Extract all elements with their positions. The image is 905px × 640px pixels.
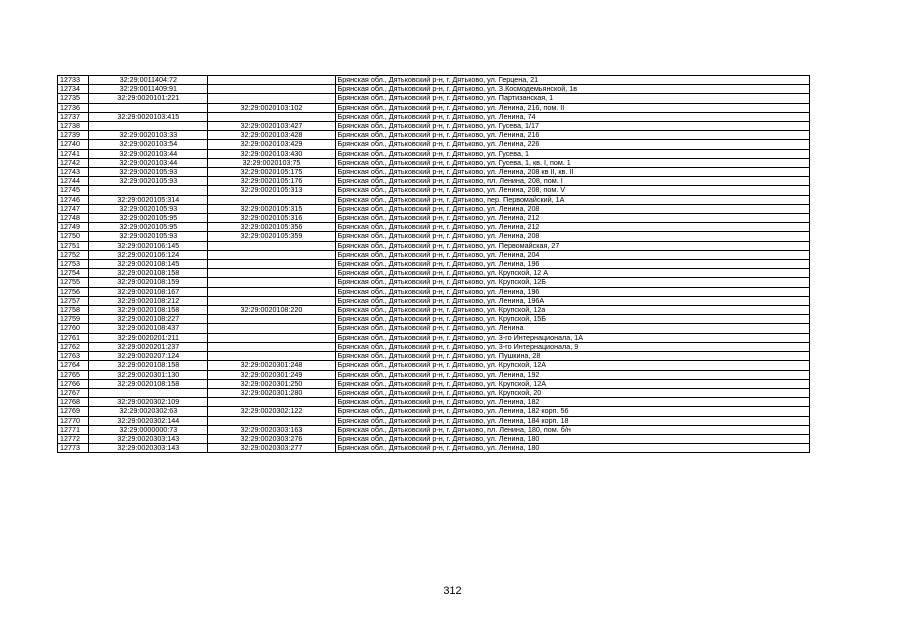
row-number-cell: 12748 <box>58 214 89 223</box>
premises-cadastral-number-cell <box>208 324 335 333</box>
address-cell: Брянская обл., Дятьковский р-н, г. Дятьково, ул. Ленина, 192 <box>335 370 809 379</box>
premises-cadastral-number-cell: 32:29:0020301:250 <box>208 379 335 388</box>
cadastral-number-cell: 32:29:0020106:145 <box>89 241 208 250</box>
premises-cadastral-number-cell: 32:29:0020103:428 <box>208 131 335 140</box>
row-number-cell: 12754 <box>58 269 89 278</box>
premises-cadastral-number-cell: 32:29:0020103:102 <box>208 103 335 112</box>
address-cell: Брянская обл., Дятьковский р-н, г. Дятьково, ул. Ленина, 212 <box>335 223 809 232</box>
premises-cadastral-number-cell: 32:29:0020105:176 <box>208 177 335 186</box>
premises-cadastral-number-cell <box>208 342 335 351</box>
cadastral-number-cell: 32:29:0020302:63 <box>89 407 208 416</box>
row-number-cell: 12771 <box>58 425 89 434</box>
table-row <box>58 398 810 407</box>
premises-cadastral-number-cell <box>208 195 335 204</box>
table-row <box>58 168 810 177</box>
premises-cadastral-number-cell <box>208 333 335 342</box>
premises-cadastral-number-cell <box>208 416 335 425</box>
premises-cadastral-number-cell <box>208 85 335 94</box>
address-cell: Брянская обл., Дятьковский р-н, г. Дятьково, ул. Ленина, 204 <box>335 250 809 259</box>
address-cell: Брянская обл., Дятьковский р-н, г. Дятьково, ул. Ленина, 226 <box>335 140 809 149</box>
table-row <box>58 94 810 103</box>
row-number-cell: 12773 <box>58 444 89 453</box>
cadastral-number-cell: 32:29:0011404:72 <box>89 76 208 85</box>
premises-cadastral-number-cell: 32:29:0020103:427 <box>208 122 335 131</box>
cadastral-number-cell: 32:29:0020303:143 <box>89 444 208 453</box>
premises-cadastral-number-cell <box>208 287 335 296</box>
address-cell: Брянская обл., Дятьковский р-н, г. Дятьково, ул. Ленина, 208, пом. V <box>335 186 809 195</box>
premises-cadastral-number-cell: 32:29:0020105:356 <box>208 223 335 232</box>
cadastral-number-cell: 32:29:0020105:95 <box>89 214 208 223</box>
table-body <box>58 76 810 453</box>
cadastral-number-cell <box>89 186 208 195</box>
premises-cadastral-number-cell <box>208 250 335 259</box>
table-row <box>58 122 810 131</box>
address-cell: Брянская обл., Дятьковский р-н, г. Дятьково, ул. Ленина, 180 <box>335 434 809 443</box>
premises-cadastral-number-cell <box>208 398 335 407</box>
premises-cadastral-number-cell <box>208 352 335 361</box>
row-number-cell: 12765 <box>58 370 89 379</box>
premises-cadastral-number-cell: 32:29:0020301:280 <box>208 388 335 397</box>
premises-cadastral-number-cell: 32:29:0020301:248 <box>208 361 335 370</box>
row-number-cell: 12736 <box>58 103 89 112</box>
address-cell: Брянская обл., Дятьковский р-н, г. Дятьково, ул. Ленина, 216 <box>335 131 809 140</box>
cadastral-number-cell: 32:29:0020103:54 <box>89 140 208 149</box>
row-number-cell: 12767 <box>58 388 89 397</box>
cadastral-number-cell: 32:29:0020207:124 <box>89 352 208 361</box>
row-number-cell: 12747 <box>58 204 89 213</box>
table-row <box>58 232 810 241</box>
cadastral-number-cell: 32:29:0020201:211 <box>89 333 208 342</box>
row-number-cell: 12764 <box>58 361 89 370</box>
table-row <box>58 352 810 361</box>
cadastral-number-cell: 32:29:0020302:109 <box>89 398 208 407</box>
address-cell: Брянская обл., Дятьковский р-н, г. Дятьково, ул. Гусева, 1 <box>335 149 809 158</box>
premises-cadastral-number-cell: 32:29:0020108:220 <box>208 306 335 315</box>
address-cell: Брянская обл., Дятьковский р-н, г. Дятьково, ул. Ленина, 208 <box>335 204 809 213</box>
cadastral-number-cell: 32:29:0020106:124 <box>89 250 208 259</box>
table-row <box>58 250 810 259</box>
address-cell: Брянская обл., Дятьковский р-н, г. Дятьково, ул. Ленина, 182 <box>335 398 809 407</box>
row-number-cell: 12760 <box>58 324 89 333</box>
row-number-cell: 12745 <box>58 186 89 195</box>
table-row <box>58 434 810 443</box>
row-number-cell: 12761 <box>58 333 89 342</box>
cadastral-number-cell: 32:29:0020103:44 <box>89 158 208 167</box>
premises-cadastral-number-cell <box>208 315 335 324</box>
address-cell: Брянская обл., Дятьковский р-н, г. Дятьково, ул. 3-го Интернационала, 1А <box>335 333 809 342</box>
table-row <box>58 131 810 140</box>
address-cell: Брянская обл., Дятьковский р-н, г. Дятьково, ул. Ленина, 196А <box>335 296 809 305</box>
table-row <box>58 223 810 232</box>
address-cell: Брянская обл., Дятьковский р-н, г. Дятьково, ул. Партизанская, 1 <box>335 94 809 103</box>
row-number-cell: 12772 <box>58 434 89 443</box>
cadastral-number-cell: 32:29:0020105:95 <box>89 223 208 232</box>
table-row <box>58 324 810 333</box>
premises-cadastral-number-cell: 32:29:0020103:429 <box>208 140 335 149</box>
cadastral-number-cell <box>89 103 208 112</box>
cadastral-number-cell: 32:29:0020108:167 <box>89 287 208 296</box>
table-row <box>58 260 810 269</box>
premises-cadastral-number-cell <box>208 296 335 305</box>
address-cell: Брянская обл., Дятьковский р-н, г. Дятьково, ул. Ленина, 74 <box>335 112 809 121</box>
premises-cadastral-number-cell <box>208 278 335 287</box>
row-number-cell: 12746 <box>58 195 89 204</box>
premises-cadastral-number-cell: 32:29:0020303:163 <box>208 425 335 434</box>
cadastral-number-cell: 32:29:0011409:91 <box>89 85 208 94</box>
address-cell: Брянская обл., Дятьковский р-н, г. Дятьково, ул. Ленина <box>335 324 809 333</box>
cadastral-number-cell: 32:29:0020108:158 <box>89 379 208 388</box>
table-row <box>58 425 810 434</box>
address-cell: Брянская обл., Дятьковский р-н, г. Дятьково, ул. Ленина, 184 корп. 18 <box>335 416 809 425</box>
address-cell: Брянская обл., Дятьковский р-н, г. Дятьково, ул. Крупской, 12Б <box>335 278 809 287</box>
cadastral-number-cell: 32:29:0020101:221 <box>89 94 208 103</box>
row-number-cell: 12734 <box>58 85 89 94</box>
premises-cadastral-number-cell <box>208 112 335 121</box>
row-number-cell: 12751 <box>58 241 89 250</box>
row-number-cell: 12738 <box>58 122 89 131</box>
table-row <box>58 361 810 370</box>
table-row <box>58 278 810 287</box>
cadastral-number-cell: 32:29:0020105:93 <box>89 204 208 213</box>
address-cell: Брянская обл., Дятьковский р-н, г. Дятьково, ул. Гусева, 1/17 <box>335 122 809 131</box>
table-row <box>58 315 810 324</box>
cadastral-number-cell: 32:29:0020201:237 <box>89 342 208 351</box>
row-number-cell: 12733 <box>58 76 89 85</box>
premises-cadastral-number-cell: 32:29:0020105:175 <box>208 168 335 177</box>
row-number-cell: 12741 <box>58 149 89 158</box>
table-row <box>58 287 810 296</box>
row-number-cell: 12759 <box>58 315 89 324</box>
table-row <box>58 241 810 250</box>
row-number-cell: 12757 <box>58 296 89 305</box>
premises-cadastral-number-cell <box>208 269 335 278</box>
cadastral-number-cell <box>89 388 208 397</box>
table-row <box>58 76 810 85</box>
cadastral-number-cell: 32:29:0020108:159 <box>89 278 208 287</box>
cadastral-number-cell: 32:29:0020301:130 <box>89 370 208 379</box>
table-row <box>58 214 810 223</box>
address-cell: Брянская обл., Дятьковский р-н, г. Дятьково, ул. Ленина, 196 <box>335 260 809 269</box>
address-cell: Брянская обл., Дятьковский р-н, г. Дятьково, ул. Крупской, 12А <box>335 361 809 370</box>
premises-cadastral-number-cell: 32:29:0020303:276 <box>208 434 335 443</box>
table-row <box>58 103 810 112</box>
row-number-cell: 12758 <box>58 306 89 315</box>
address-cell: Брянская обл., Дятьковский р-н, г. Дятьково, ул. Гусева, 1, кв. I, пом. 1 <box>335 158 809 167</box>
address-cell: Брянская обл., Дятьковский р-н, г. Дятьково, пл. Ленина, 180, пом. б/н <box>335 425 809 434</box>
address-cell: Брянская обл., Дятьковский р-н, г. Дятьково, пер. Первомайский, 1А <box>335 195 809 204</box>
premises-cadastral-number-cell: 32:29:0020303:277 <box>208 444 335 453</box>
cadastral-number-cell: 32:29:0020302:144 <box>89 416 208 425</box>
row-number-cell: 12742 <box>58 158 89 167</box>
table-row <box>58 333 810 342</box>
table-row <box>58 158 810 167</box>
row-number-cell: 12762 <box>58 342 89 351</box>
cadastral-table <box>57 75 810 453</box>
cadastral-number-cell: 32:29:0020108:145 <box>89 260 208 269</box>
cadastral-number-cell: 32:29:0000000:73 <box>89 425 208 434</box>
table-row <box>58 112 810 121</box>
table-row <box>58 296 810 305</box>
address-cell: Брянская обл., Дятьковский р-н, г. Дятьково, пл. Ленина, 208, пом. I <box>335 177 809 186</box>
row-number-cell: 12743 <box>58 168 89 177</box>
premises-cadastral-number-cell: 32:29:0020105:313 <box>208 186 335 195</box>
premises-cadastral-number-cell: 32:29:0020105:359 <box>208 232 335 241</box>
address-cell: Брянская обл., Дятьковский р-н, г. Дятьково, ул. Крупской, 15Б <box>335 315 809 324</box>
table-row <box>58 186 810 195</box>
cadastral-number-cell: 32:29:0020108:158 <box>89 269 208 278</box>
row-number-cell: 12740 <box>58 140 89 149</box>
premises-cadastral-number-cell: 32:29:0020302:122 <box>208 407 335 416</box>
address-cell: Брянская обл., Дятьковский р-н, г. Дятьково, ул. Крупской, 12А <box>335 379 809 388</box>
premises-cadastral-number-cell <box>208 76 335 85</box>
row-number-cell: 12766 <box>58 379 89 388</box>
row-number-cell: 12735 <box>58 94 89 103</box>
address-cell: Брянская обл., Дятьковский р-н, г. Дятьково, ул. Крупской, 20 <box>335 388 809 397</box>
address-cell: Брянская обл., Дятьковский р-н, г. Дятьково, ул. З.Космодемьянской, 1в <box>335 85 809 94</box>
address-cell: Брянская обл., Дятьковский р-н, г. Дятьково, ул. Ленина, 182 корп. 56 <box>335 407 809 416</box>
address-cell: Брянская обл., Дятьковский р-н, г. Дятьково, ул. Первомайская, 27 <box>335 241 809 250</box>
address-cell: Брянская обл., Дятьковский р-н, г. Дятьково, ул. Пушкина, 28 <box>335 352 809 361</box>
row-number-cell: 12753 <box>58 260 89 269</box>
cadastral-number-cell: 32:29:0020105:93 <box>89 177 208 186</box>
row-number-cell: 12756 <box>58 287 89 296</box>
cadastral-number-cell: 32:29:0020105:93 <box>89 168 208 177</box>
address-cell: Брянская обл., Дятьковский р-н, г. Дятьково, ул. Ленина, 196 <box>335 287 809 296</box>
table-row <box>58 149 810 158</box>
row-number-cell: 12755 <box>58 278 89 287</box>
cadastral-number-cell: 32:29:0020108:158 <box>89 306 208 315</box>
premises-cadastral-number-cell: 32:29:0020103:75 <box>208 158 335 167</box>
premises-cadastral-number-cell <box>208 241 335 250</box>
cadastral-number-cell: 32:29:0020103:33 <box>89 131 208 140</box>
cadastral-number-cell: 32:29:0020103:44 <box>89 149 208 158</box>
premises-cadastral-number-cell: 32:29:0020103:430 <box>208 149 335 158</box>
table-row <box>58 269 810 278</box>
address-cell: Брянская обл., Дятьковский р-н, г. Дятьково, ул. Ленина, 216, пом. II <box>335 103 809 112</box>
table-row <box>58 204 810 213</box>
table-row <box>58 85 810 94</box>
table-row <box>58 140 810 149</box>
premises-cadastral-number-cell <box>208 260 335 269</box>
cadastral-number-cell <box>89 122 208 131</box>
cadastral-number-cell: 32:29:0020108:158 <box>89 361 208 370</box>
address-cell: Брянская обл., Дятьковский р-н, г. Дятьково, ул. Крупской, 12 А <box>335 269 809 278</box>
premises-cadastral-number-cell <box>208 94 335 103</box>
row-number-cell: 12750 <box>58 232 89 241</box>
table-row <box>58 379 810 388</box>
address-cell: Брянская обл., Дятьковский р-н, г. Дятьково, ул. Ленина, 180 <box>335 444 809 453</box>
table-row <box>58 306 810 315</box>
table-row <box>58 407 810 416</box>
row-number-cell: 12744 <box>58 177 89 186</box>
premises-cadastral-number-cell: 32:29:0020105:316 <box>208 214 335 223</box>
table-row <box>58 342 810 351</box>
cadastral-number-cell: 32:29:0020303:143 <box>89 434 208 443</box>
row-number-cell: 12769 <box>58 407 89 416</box>
premises-cadastral-number-cell: 32:29:0020105:315 <box>208 204 335 213</box>
address-cell: Брянская обл., Дятьковский р-н, г. Дятьково, ул. Герцена, 21 <box>335 76 809 85</box>
row-number-cell: 12737 <box>58 112 89 121</box>
table-row <box>58 177 810 186</box>
cadastral-number-cell: 32:29:0020103:415 <box>89 112 208 121</box>
address-cell: Брянская обл., Дятьковский р-н, г. Дятьково, ул. 3-го Интернационала, 9 <box>335 342 809 351</box>
row-number-cell: 12749 <box>58 223 89 232</box>
table-row <box>58 444 810 453</box>
table-row <box>58 388 810 397</box>
table-row <box>58 195 810 204</box>
row-number-cell: 12770 <box>58 416 89 425</box>
cadastral-number-cell: 32:29:0020108:227 <box>89 315 208 324</box>
cadastral-number-cell: 32:29:0020108:212 <box>89 296 208 305</box>
cadastral-number-cell: 32:29:0020105:93 <box>89 232 208 241</box>
row-number-cell: 12768 <box>58 398 89 407</box>
address-cell: Брянская обл., Дятьковский р-н, г. Дятьково, ул. Ленина, 208 <box>335 232 809 241</box>
cadastral-number-cell: 32:29:0020105:314 <box>89 195 208 204</box>
address-cell: Брянская обл., Дятьковский р-н, г. Дятьково, ул. Крупской, 12а <box>335 306 809 315</box>
row-number-cell: 12763 <box>58 352 89 361</box>
row-number-cell: 12739 <box>58 131 89 140</box>
address-cell: Брянская обл., Дятьковский р-н, г. Дятьково, ул. Ленина, 212 <box>335 214 809 223</box>
row-number-cell: 12752 <box>58 250 89 259</box>
table-row <box>58 370 810 379</box>
address-cell: Брянская обл., Дятьковский р-н, г. Дятьково, ул. Ленина, 208 кв II, кв. II <box>335 168 809 177</box>
cadastral-number-cell: 32:29:0020108:437 <box>89 324 208 333</box>
table-row <box>58 416 810 425</box>
premises-cadastral-number-cell: 32:29:0020301:249 <box>208 370 335 379</box>
page-number: 312 <box>443 585 462 597</box>
